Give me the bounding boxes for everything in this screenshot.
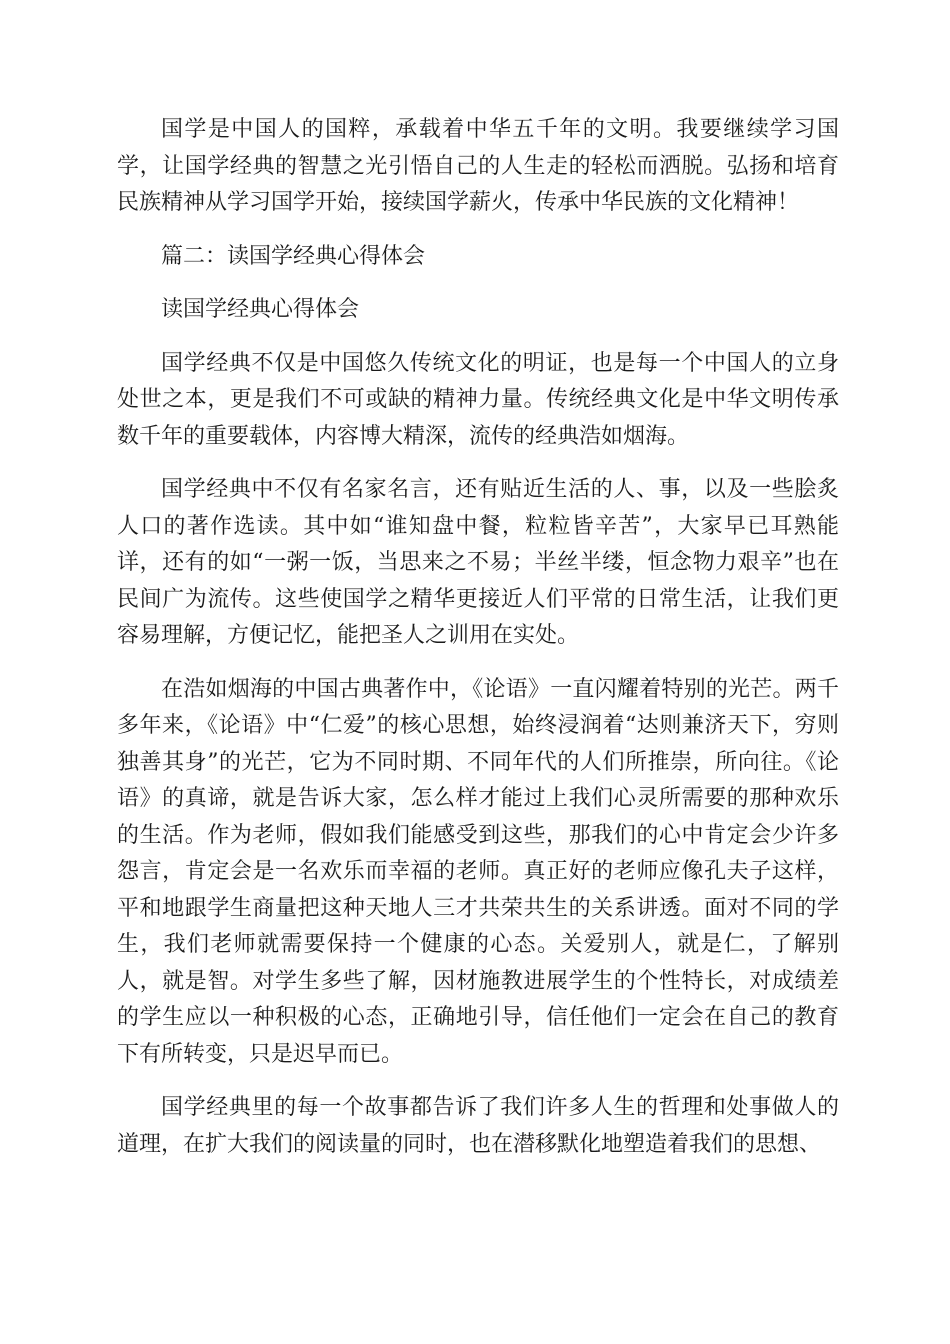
paragraph-analects: 在浩如烟海的中国古典著作中，《论语》一直闪耀着特别的光芒。两千多年来，《论语》中“仁爱”的核心思想，始终浸润着“达则兼济天下，穷则独善其身”的光芒，它为不同时期、不同年代的人们所推崇，所向往。《论语》的真谛，就是告诉大家，怎么样才能过上我们心灵所需要的那种欢乐的生活。作为老师，假如我们能感受到这些，那我们的心中肯定会少许多怨言，肯定会是一名欢乐而幸福的老师。真正好的老师应像孔夫子这样，平和地跟学生商量把这种天地人三才共荣共生的关系讲透。面对不同的学生，我们老师就需要保持一个健康的心态。关爱别人，就是仁，了解别人，就是智。对学生多些了解，因材施教进展学生的个性特长，对成绩差的学生应以一种积极的心态，正确地引导，信任他们一定会在自己的教育下有所转变，只是迟早而已。 bbox=[117, 676, 839, 1067]
paragraph-stories: 国学经典里的每一个故事都告诉了我们许多人生的哲理和处事做人的道理，在扩大我们的阅读量的同时，也在潜移默化地塑造着我们的思想、 bbox=[117, 1095, 839, 1157]
paragraph-famous-sayings: 国学经典中不仅有名家名言，还有贴近生活的人、事，以及一些脍炙人口的著作选读。其中如“谁知盘中餐，粒粒皆辛苦”，大家早已耳熟能详，还有的如“一粥一饭，当思来之不易；半丝半缕，恒念物力艰辛”也在民间广为流传。这些使国学之精华更接近人们平常的日常生活，让我们更容易理解，方便记忆，能把圣人之训用在实处。 bbox=[117, 477, 839, 648]
article-title: 读国学经典心得体会 bbox=[161, 297, 360, 322]
paragraph-classics-significance: 国学经典不仅是中国悠久传统文化的明证，也是每一个中国人的立身处世之本，更是我们不可或缺的精神力量。传统经典文化是中华文明传承数千年的重要载体，内容博大精深，流传的经典浩如烟海。 bbox=[117, 350, 839, 449]
paragraph-intro: 国学是中国人的国粹，承载着中华五千年的文明。我要继续学习国学，让国学经典的智慧之光引悟自己的人生走的轻松而洒脱。弘扬和培育民族精神从学习国学开始，接续国学薪火，传承中华民族的文化精神！ bbox=[117, 117, 839, 215]
section-title: 篇二：读国学经典心得体会 bbox=[161, 243, 426, 269]
document-body bbox=[117, 112, 839, 1180]
